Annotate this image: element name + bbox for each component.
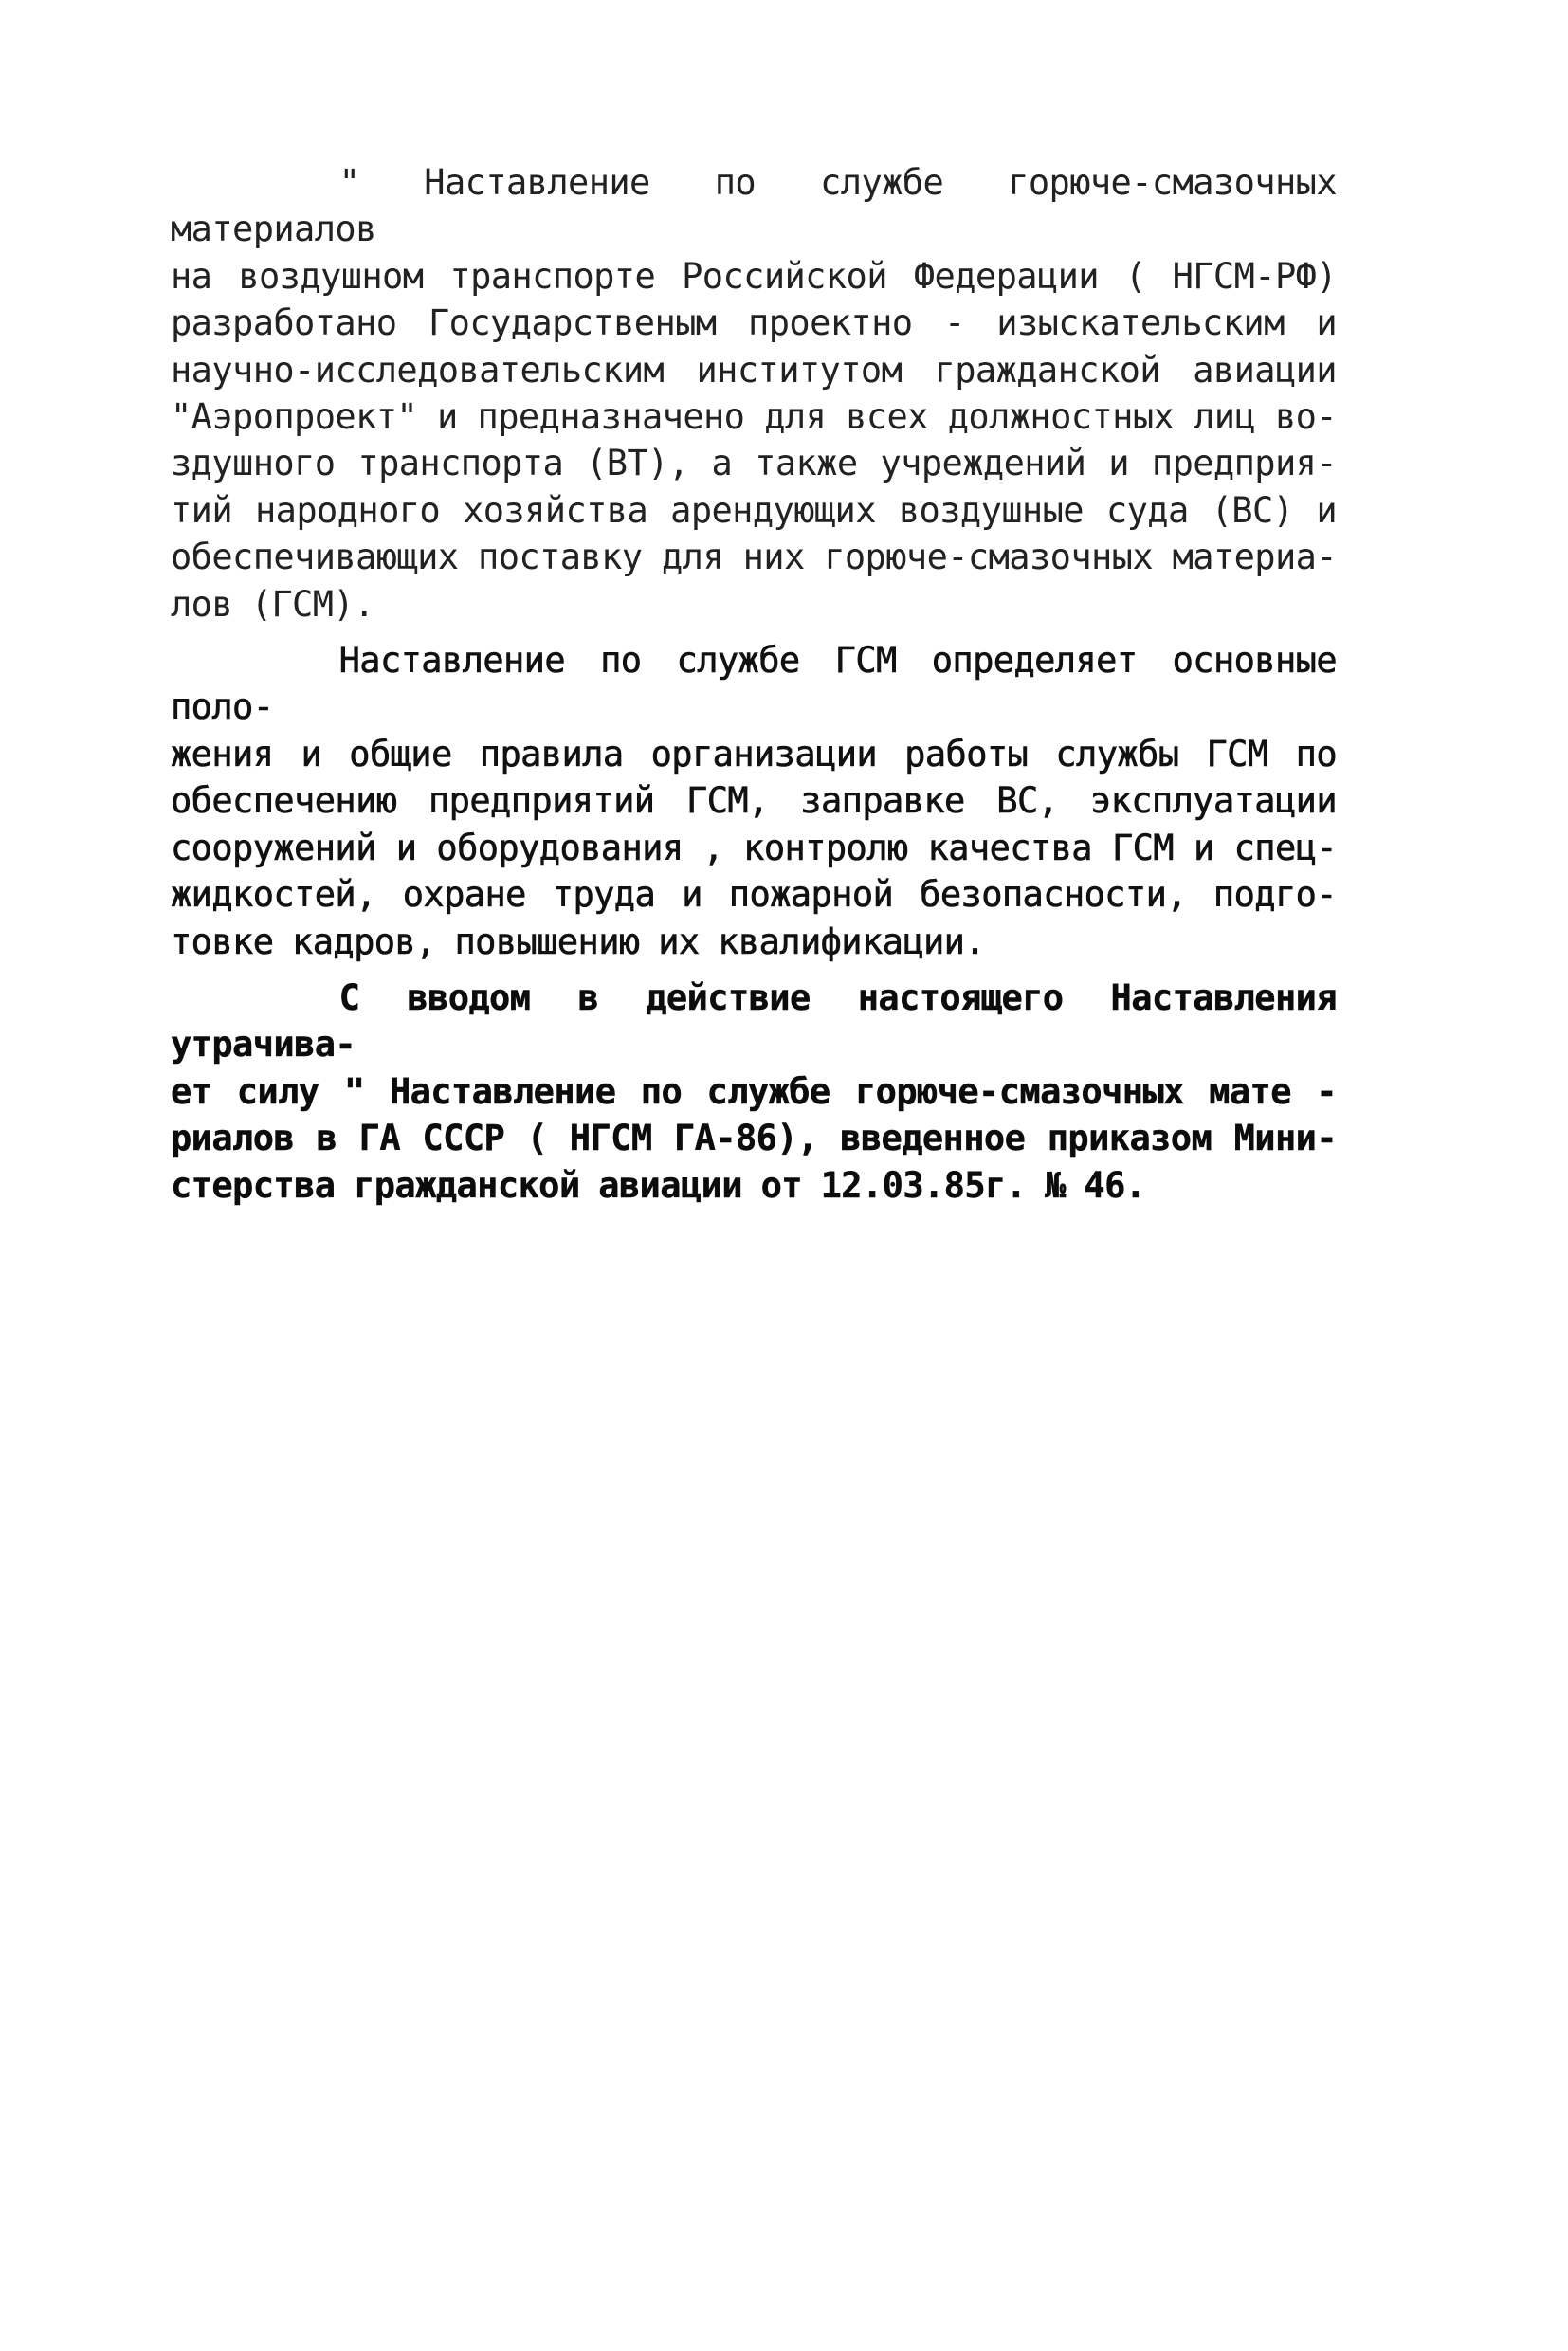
- text-line: "Аэропроект" и предназначено для всех должностных лиц во-: [171, 396, 1337, 438]
- text-line: ет силу " Наставление по службе горюче-смазочных мате -: [171, 1070, 1337, 1112]
- text-line: Наставление по службе ГСМ определяет основные поло-: [171, 640, 1337, 728]
- text-line: обеспечению предприятий ГСМ, заправке ВС, эксплуатации: [171, 780, 1337, 822]
- text-line: товке кадров, повышению их квалификации.: [171, 920, 986, 962]
- text-line: риалов в ГА СССР ( НГСМ ГА-86), введенное приказом Мини-: [171, 1118, 1337, 1159]
- text-line: жидкостей, охране труда и пожарной безопасности, подго-: [171, 874, 1337, 916]
- text-line: тий народного хозяйства арендующих воздушные суда (ВС) и: [171, 489, 1337, 531]
- paragraph-scope: [171, 637, 1337, 965]
- text-line: сооружений и оборудования , контролю качества ГСМ и спец-: [171, 827, 1337, 868]
- text-line: С вводом в действие настоящего Наставления утрачива-: [171, 976, 1337, 1066]
- text-line: стерства гражданской авиации от 12.03.85г. № 46.: [171, 1164, 1146, 1206]
- text-line: " Наставление по службе горюче-смазочных материалов: [171, 162, 1337, 250]
- text-line: обеспечивающих поставку для них горюче-смазочных материа-: [171, 537, 1337, 578]
- text-line: на воздушном транспорте Российской Федерации ( НГСМ-РФ): [171, 255, 1337, 297]
- document-body: [171, 159, 1337, 1218]
- text-line: здушного транспорта (ВТ), а также учреждений и предприя-: [171, 443, 1337, 484]
- paragraph-supersedes: [171, 975, 1337, 1209]
- text-line: лов (ГСМ).: [171, 583, 374, 625]
- paragraph-intro: [171, 159, 1337, 628]
- text-line: разработано Государственым проектно - изыскательским и: [171, 302, 1337, 344]
- text-line: жения и общие правила организации работы службы ГСМ по: [171, 733, 1337, 775]
- text-line: научно-исследовательским институтом гражданской авиации: [171, 349, 1337, 391]
